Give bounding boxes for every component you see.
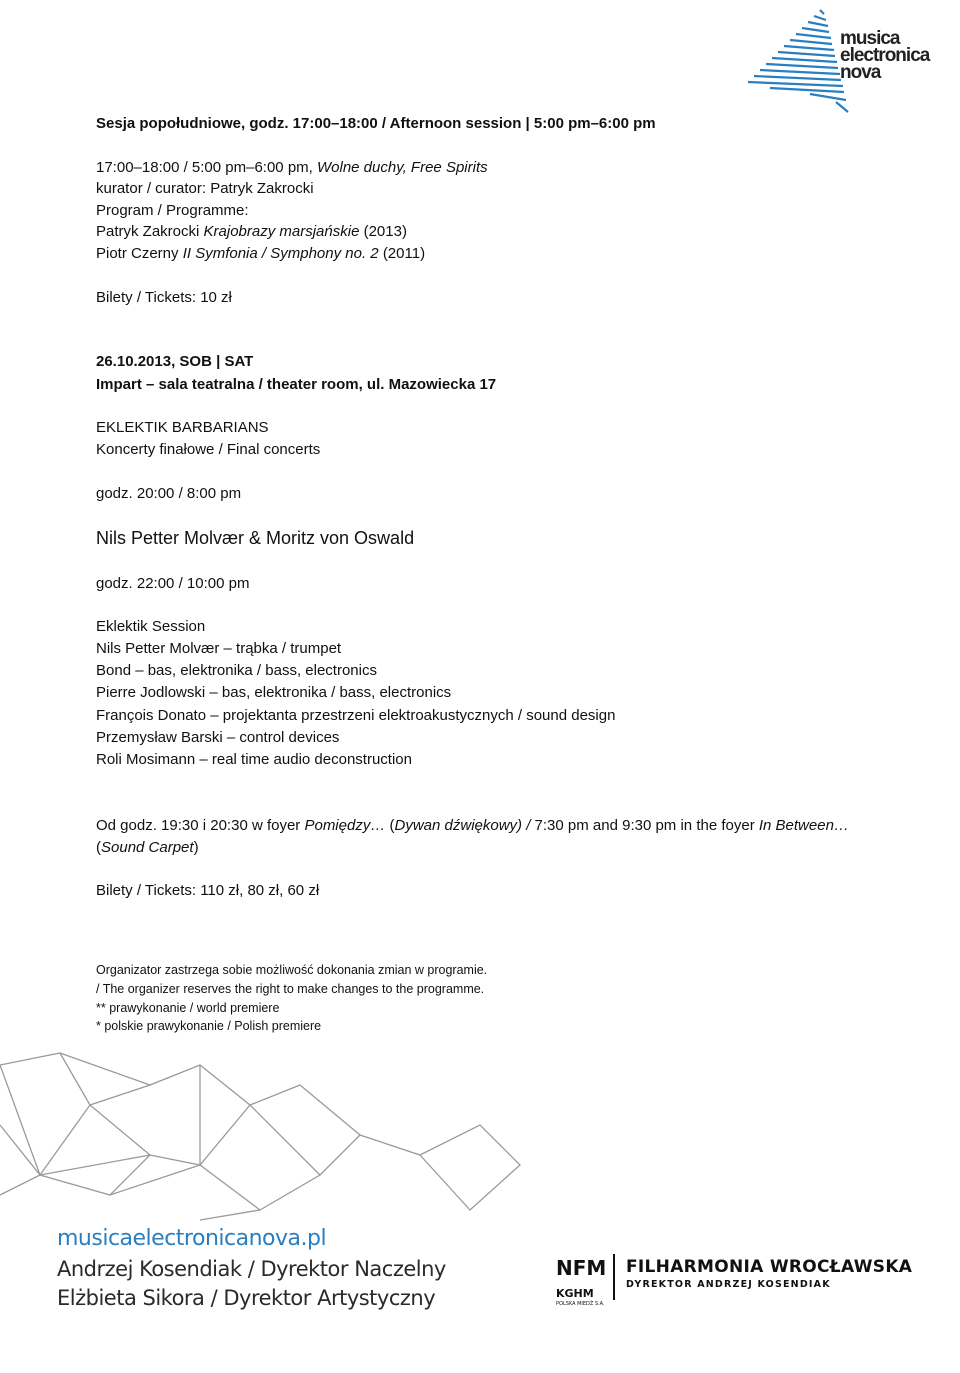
sponsor-divider xyxy=(613,1254,615,1300)
lineup-item: Pierre Jodlowski – bas, elektronika / bass, electronics xyxy=(96,684,452,701)
foyer-text-c: ( xyxy=(389,817,395,834)
work1-year: (2013) xyxy=(363,223,407,240)
footer-artistic-director: Elżbieta Sikora / Dyrektor Artystyczny xyxy=(57,1286,436,1310)
note: * polskie prawykonanie / Polish premiere xyxy=(96,1019,322,1033)
concert1-time-title xyxy=(96,158,488,178)
day-date: 26.10.2013, SOB | SAT xyxy=(96,353,254,370)
lineup-item: Przemysław Barski – control devices xyxy=(96,729,340,746)
foyer-text-h: Sound Carpet xyxy=(101,839,194,856)
filharmonia-subtitle: DYREKTOR ANDRZEJ KOSENDIAK xyxy=(626,1279,831,1290)
lineup-item: Nils Petter Molvær – trąbka / trumpet xyxy=(96,640,342,657)
session-heading: Sesja popołudniowe, godz. 17:00–18:00 / Afternoon session | 5:00 pm–6:00 pm xyxy=(96,115,656,132)
concert1-tickets: Bilety / Tickets: 10 zł xyxy=(96,289,232,306)
lineup-item: Bond – bas, elektronika / bass, electronics xyxy=(96,662,377,679)
work2-year: (2011) xyxy=(382,245,426,262)
concert1-work-1 xyxy=(96,222,407,242)
foyer-text-a: Od godz. 19:30 i 20:30 w foyer xyxy=(96,817,301,834)
day-venue: Impart – sala teatralna / theater room, ul. Mazowiecka 17 xyxy=(96,376,497,393)
kghm-mark: KGHM xyxy=(556,1287,594,1300)
concert1-title: Wolne duchy, Free Spirits xyxy=(317,159,488,176)
day-tickets: Bilety / Tickets: 110 zł, 80 zł, 60 zł xyxy=(96,882,320,899)
logo-word-3: nova xyxy=(840,62,881,83)
festival-logo xyxy=(740,4,955,114)
footer-director-general: Andrzej Kosendiak / Dyrektor Naczelny xyxy=(57,1257,446,1281)
series-title: EKLEKTIK BARBARIANS xyxy=(96,419,269,436)
foyer-line-2 xyxy=(96,838,199,858)
concert1-work-2 xyxy=(96,244,425,264)
concert1-programme-label: Program / Programme: xyxy=(96,202,249,219)
work2-title: II Symfonia / Symphony no. 2 xyxy=(182,245,379,262)
logo-word-2: electronica xyxy=(840,45,930,66)
foyer-line-1 xyxy=(96,816,849,836)
kghm-subtitle: POLSKA MIEDŹ S.A. xyxy=(556,1301,605,1307)
foyer-text-b: Pomiędzy… xyxy=(304,817,386,834)
nfm-mark: NFM xyxy=(556,1256,607,1280)
foyer-text-f: In Between… xyxy=(758,817,849,834)
festival-logo-mark xyxy=(740,4,850,114)
note: Organizator zastrzega sobie możliwość dokonania zmian w programie. xyxy=(96,963,488,977)
concert-time-2: godz. 22:00 / 10:00 pm xyxy=(96,575,250,592)
foyer-text-e: 7:30 pm and 9:30 pm in the foyer xyxy=(534,817,755,834)
foyer-text-d: Dywan dźwiękowy) / xyxy=(394,817,531,834)
logo-word-1: musica xyxy=(840,28,900,49)
filharmonia-name: FILHARMONIA WROCŁAWSKA xyxy=(626,1257,913,1277)
foyer-text-g: ( xyxy=(96,839,101,856)
lineup-item: Roli Mosimann – real time audio deconstruction xyxy=(96,751,412,768)
note: ** prawykonanie / world premiere xyxy=(96,1001,280,1015)
act-1-title: Nils Petter Molvær & Moritz von Oswald xyxy=(96,528,415,548)
concert-time-1: godz. 20:00 / 8:00 pm xyxy=(96,485,242,502)
work1-composer: Patryk Zakrocki xyxy=(96,223,200,240)
lineup-item: François Donato – projektanta przestrzeni elektroakustycznych / sound design xyxy=(96,707,616,724)
act-2-title: Eklektik Session xyxy=(96,618,206,635)
decorative-wireframe-graphic xyxy=(0,1045,540,1225)
concert1-time: 17:00–18:00 / 5:00 pm–6:00 pm, xyxy=(96,159,313,176)
foyer-text-i: ) xyxy=(193,839,199,856)
note: / The organizer reserves the right to make changes to the programme. xyxy=(96,982,485,996)
series-subtitle: Koncerty finałowe / Final concerts xyxy=(96,441,321,458)
work2-composer: Piotr Czerny xyxy=(96,245,179,262)
concert1-curator: kurator / curator: Patryk Zakrocki xyxy=(96,180,314,197)
work1-title: Krajobrazy marsjańskie xyxy=(203,223,360,240)
footer-website[interactable]: musicaelectronicanova.pl xyxy=(57,1226,327,1251)
